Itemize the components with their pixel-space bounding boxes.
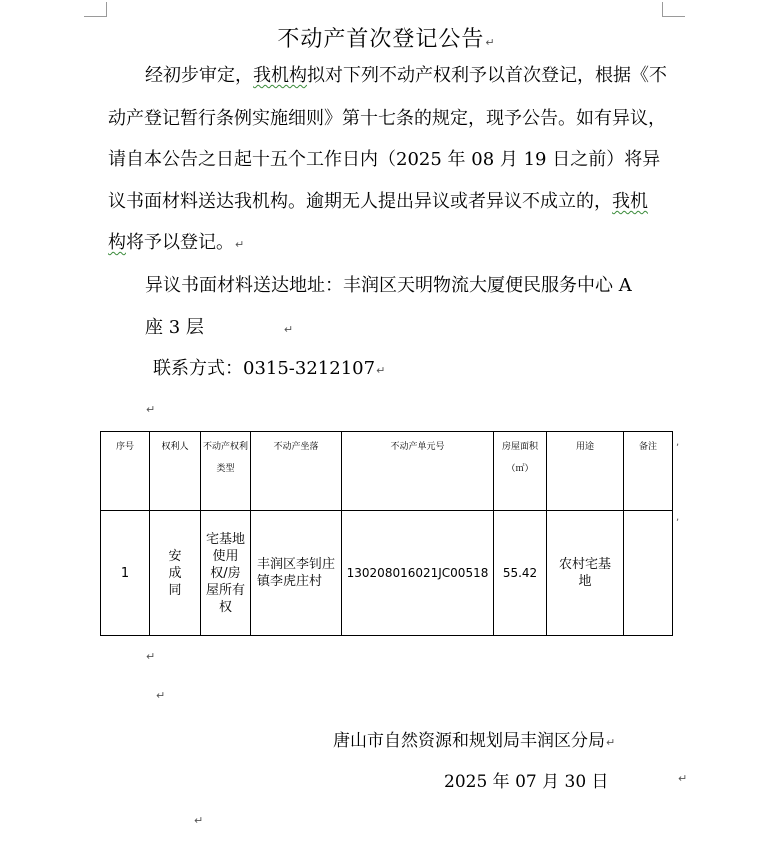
- title-text: 不动产首次登记公告: [277, 27, 485, 52]
- body-text: 拟对下列不动产权利予以首次登记，根据《不: [307, 65, 667, 86]
- cell-location-text: 丰润区李钊庄镇李虎庄村: [257, 557, 336, 589]
- contact-text: 联系方式：0315-3212107: [153, 358, 376, 379]
- body-text: 将予以登记。: [126, 232, 234, 253]
- body-line-2: [108, 107, 666, 131]
- header-location: 不动产坐落: [251, 432, 342, 511]
- signature-date-text: 2025 年 07 月 30 日: [444, 772, 609, 792]
- address-line-1: [145, 274, 632, 298]
- header-owner: 权利人: [150, 432, 201, 511]
- header-area: [494, 432, 547, 511]
- body-text: 经初步审定，: [145, 65, 253, 86]
- paragraph-mark: ↵: [235, 238, 245, 251]
- crop-mark-top-left: [84, 2, 107, 17]
- cell-owner-text: 安成同: [168, 548, 182, 598]
- address-text: 异议书面材料送达地址：丰润区天明物流大厦便民服务中心 A: [145, 275, 632, 296]
- contact-line: [153, 357, 385, 383]
- body-line-3: [108, 148, 660, 172]
- cell-usage: [547, 511, 624, 636]
- header-remark: 备注: [624, 432, 673, 511]
- header-unit-no: 不动产单元号: [342, 432, 494, 511]
- cell-location: [251, 511, 342, 636]
- body-text: 请自本公告之日起十五个工作日内（2025 年 08 月 19 日之前）将异: [108, 149, 661, 170]
- paragraph-mark: ↵: [146, 650, 156, 663]
- spellcheck-underlined-text: 我机: [612, 191, 648, 212]
- paragraph-mark: ↵: [146, 403, 156, 416]
- signature-org: [333, 726, 615, 751]
- cell-area: 55.42: [494, 511, 547, 636]
- cell-owner: [150, 511, 201, 636]
- paragraph-mark: ↵: [606, 736, 616, 749]
- crop-mark-top-right: [662, 2, 685, 17]
- paragraph-mark: ↵: [678, 772, 688, 785]
- cell-usage-text: 农村宅基地: [558, 557, 611, 589]
- signature-date: [444, 767, 609, 792]
- paragraph-mark: ↵: [194, 814, 204, 827]
- body-text: 议书面材料送达我机构。逾期无人提出异议或者异议不成立的，: [108, 191, 612, 212]
- header-area-text: 房屋面积（㎡）: [501, 442, 538, 474]
- signature-org-text: 唐山市自然资源和规划局丰润区分局: [333, 731, 605, 751]
- header-right-type: [201, 432, 251, 511]
- address-line-2: [145, 316, 293, 342]
- header-seq: 序号: [101, 432, 150, 511]
- body-line-5: [108, 231, 244, 257]
- cell-remark: [624, 511, 673, 636]
- spellcheck-underlined-text: 我机构: [253, 65, 307, 86]
- header-right-type-text: 不动产权利类型: [203, 442, 249, 474]
- paragraph-mark: ↵: [283, 323, 294, 336]
- table-header-row: [101, 432, 673, 511]
- cell-right-type-text: 宅基地使用权/房屋所有权: [206, 531, 246, 615]
- body-line-1: [145, 64, 667, 88]
- row-end-mark: ,: [676, 512, 680, 523]
- paragraph-mark: ↵: [376, 364, 386, 377]
- spellcheck-underlined-text: 构: [108, 232, 126, 253]
- cell-right-type: [201, 511, 251, 636]
- cell-seq: 1: [101, 511, 150, 636]
- paragraph-mark: ↵: [485, 36, 496, 49]
- notice-title: [0, 22, 773, 53]
- paragraph-mark: ↵: [156, 689, 166, 702]
- body-text: 动产登记暂行条例实施细则》第十七条的规定，现予公告。如有异议，: [108, 108, 666, 129]
- cell-unit-no: 130208016021JC00518: [342, 511, 494, 636]
- body-line-4: [108, 190, 648, 214]
- table-row: [101, 511, 673, 636]
- row-end-mark: ,: [676, 437, 680, 448]
- property-table: [100, 431, 673, 636]
- header-usage: 用途: [547, 432, 624, 511]
- address-text: 座 3 层: [145, 317, 204, 338]
